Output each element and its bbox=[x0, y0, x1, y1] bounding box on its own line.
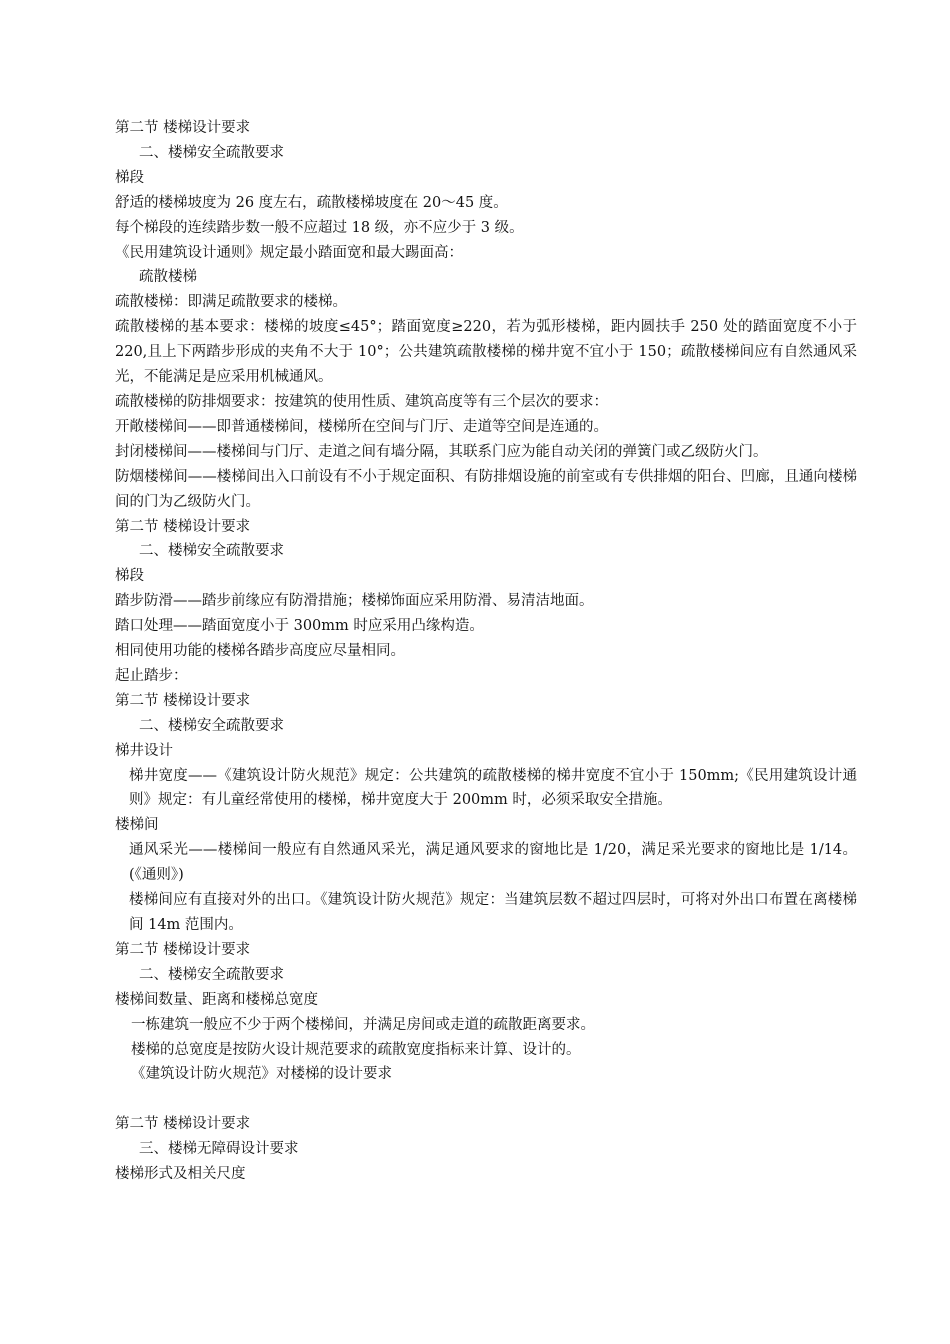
paragraph: 楼梯间应有直接对外的出口。《建筑设计防火规范》规定：当建筑层数不超过四层时，可将对外出口布置在离楼梯间 14m 范围内。 bbox=[129, 892, 857, 933]
section-title: 第二节 楼梯设计要求 bbox=[115, 1116, 251, 1133]
paragraph: 疏散楼梯的基本要求：楼梯的坡度≤45°；踏面宽度≥220，若为弧形楼梯，距内圆扶手 250 处的踏面宽度不小于 220,且上下两踏步形成的夹角不大于 10°；公共建筑疏散楼梯的梯井宽不宜小于 150；疏散楼梯间应有自然通风采光，不能满足是应采用机械通风。 bbox=[115, 319, 857, 386]
paragraph: 起止踏步： bbox=[115, 667, 188, 684]
section-title: 第二节 楼梯设计要求 bbox=[115, 120, 251, 136]
paragraph: 防烟楼梯间——楼梯间出入口前设有不小于规定面积、有防排烟设施的前室或有专供排烟的阳台、凹廊，且通向楼梯间的门为乙级防火门。 bbox=[115, 468, 857, 510]
paragraph: 开敞楼梯间——即普通楼梯间，楼梯所在空间与门厅、走道等空间是连通的。 bbox=[115, 418, 608, 435]
heading: 梯段 bbox=[115, 169, 144, 186]
section-title: 第二节 楼梯设计要求 bbox=[115, 518, 251, 535]
section-title: 第二节 楼梯设计要求 bbox=[115, 941, 251, 958]
document-page bbox=[115, 116, 857, 1187]
paragraph: 封闭楼梯间——楼梯间与门厅、走道之间有墙分隔，其联系门应为能自动关闭的弹簧门或乙级防火门。 bbox=[115, 443, 768, 460]
heading: 楼梯间 bbox=[115, 817, 159, 834]
paragraph: 踏步防滑——踏步前缘应有防滑措施；楼梯饰面应采用防滑、易清洁地面。 bbox=[115, 593, 594, 610]
paragraph: 《建筑设计防火规范》对楼梯的设计要求 bbox=[131, 1066, 392, 1083]
blank-line bbox=[115, 1087, 857, 1112]
paragraph: 《民用建筑设计通则》规定最小踏面宽和最大踢面高： bbox=[115, 244, 463, 261]
paragraph: 楼梯的总宽度是按防火设计规范要求的疏散宽度指标来计算、设计的。 bbox=[131, 1041, 581, 1058]
subsection-title: 二、楼梯安全疏散要求 bbox=[139, 966, 284, 983]
paragraph: 通风采光——楼梯间一般应有自然通风采光，满足通风要求的窗地比是 1/20，满足采光要求的窗地比是 1/14。(《通则》) bbox=[129, 842, 857, 884]
sub-heading: 疏散楼梯 bbox=[139, 269, 197, 286]
paragraph: 疏散楼梯：即满足疏散要求的楼梯。 bbox=[115, 294, 347, 311]
heading: 梯井设计 bbox=[115, 742, 173, 759]
heading: 楼梯形式及相关尺度 bbox=[115, 1166, 246, 1183]
paragraph: 一栋建筑一般应不少于两个楼梯间，并满足房间或走道的疏散距离要求。 bbox=[131, 1016, 595, 1033]
paragraph: 疏散楼梯的防排烟要求：按建筑的使用性质、建筑高度等有三个层次的要求： bbox=[115, 393, 608, 410]
heading: 梯段 bbox=[115, 568, 144, 585]
section-title: 第二节 楼梯设计要求 bbox=[115, 692, 251, 709]
subsection-title: 二、楼梯安全疏散要求 bbox=[139, 717, 284, 734]
subsection-title: 三、楼梯无障碍设计要求 bbox=[139, 1141, 299, 1158]
heading: 楼梯间数量、距离和楼梯总宽度 bbox=[115, 991, 318, 1008]
paragraph: 舒适的楼梯坡度为 26 度左右，疏散楼梯坡度在 20～45 度。 bbox=[115, 194, 508, 211]
paragraph: 梯井宽度——《建筑设计防火规范》规定：公共建筑的疏散楼梯的梯井宽度不宜小于 150mm;《民用建筑设计通则》规定：有儿童经常使用的楼梯，梯井宽度大于 200mm 时，必须采取安全措施。 bbox=[129, 767, 857, 809]
paragraph: 每个梯段的连续踏步数一般不应超过 18 级，亦不应少于 3 级。 bbox=[115, 219, 524, 236]
paragraph: 相同使用功能的楼梯各踏步高度应尽量相同。 bbox=[115, 643, 405, 660]
paragraph: 踏口处理——踏面宽度小于 300mm 时应采用凸缘构造。 bbox=[115, 618, 484, 635]
subsection-title: 二、楼梯安全疏散要求 bbox=[139, 543, 284, 560]
subsection-title: 二、楼梯安全疏散要求 bbox=[139, 144, 284, 161]
